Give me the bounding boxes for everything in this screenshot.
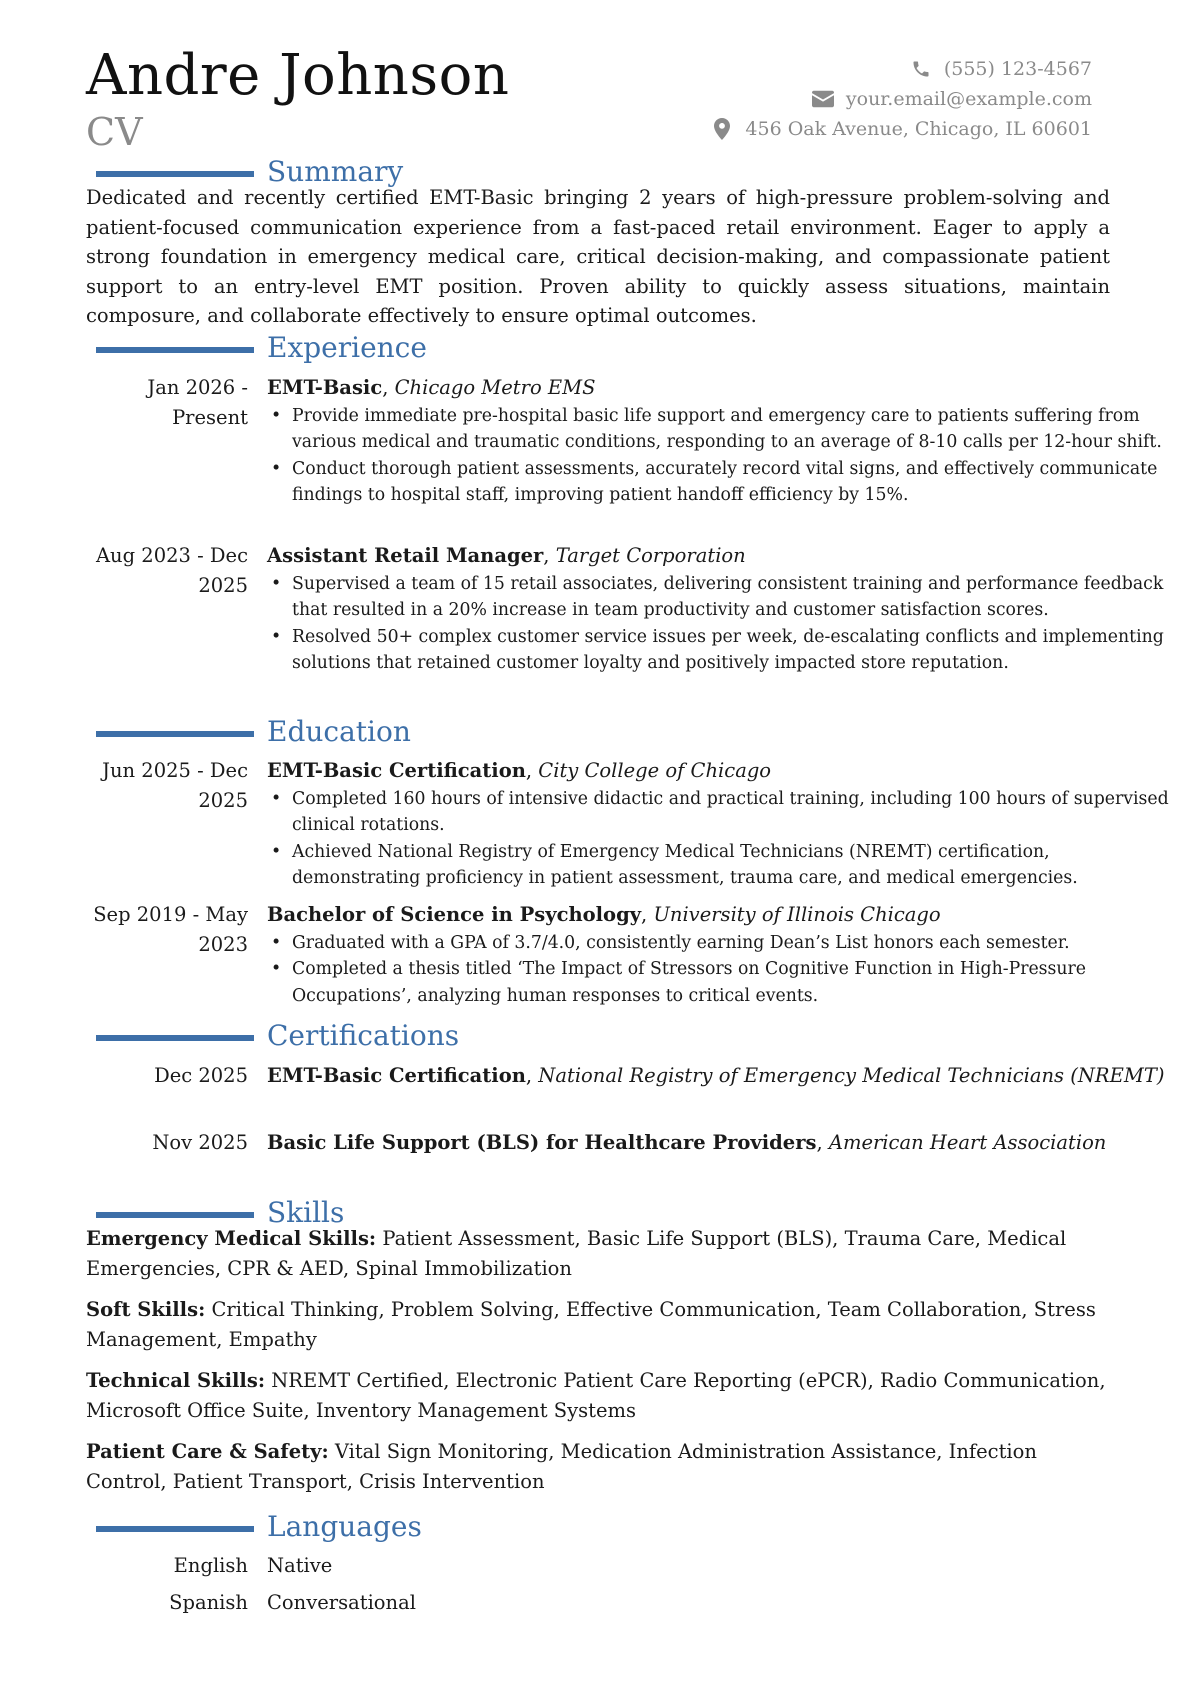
skill-label: Patient Care & Safety: [86, 1440, 329, 1463]
contact-phone-row [711, 54, 1092, 84]
entry-role: Bachelor of Science in Psychology [267, 903, 642, 926]
skill-value: NREMT Certified, Electronic Patient Care Reporting (ePCR), Radio Communication, Microsoft Office Suite, Inventory Management Systems [86, 1369, 1106, 1422]
entry-date: Aug 2023 - Dec 2025 [95, 544, 248, 597]
section-education-header [96, 714, 996, 750]
entry-date: Sep 2019 - May 2023 [93, 903, 248, 956]
entry-body [267, 541, 1183, 677]
entry-heading: Bachelor of Science in Psychology, University of Illinois Chicago [267, 903, 941, 926]
entry-bullets [267, 786, 1183, 892]
language-name: Spanish [169, 1591, 248, 1614]
candidate-name: Andre Johnson [86, 43, 510, 108]
entry-date: Jan 2026 - Present [147, 376, 248, 429]
entry-organization: City College of Chicago [538, 759, 772, 782]
contact-address-row [711, 114, 1092, 144]
bullet-item: • Graduated with a GPA of 3.7/4.0, consistently earning Dean’s List honors each semester. [267, 930, 1183, 957]
section-title: Experience [267, 331, 427, 364]
entry-body [267, 1128, 1183, 1158]
entry-date: Nov 2025 [152, 1131, 248, 1154]
entry-body [267, 1061, 1183, 1091]
envelope-icon [812, 88, 834, 110]
entry-heading: EMT-Basic Certification, National Registry of Emergency Medical Technicians (NREMT) [267, 1064, 1165, 1087]
skill-row [86, 1224, 1110, 1283]
section-rule [96, 347, 254, 353]
section-rule [96, 1526, 254, 1532]
section-title: Education [267, 715, 411, 748]
language-level: Conversational [267, 1591, 416, 1614]
skill-value: Critical Thinking, Problem Solving, Effective Communication, Team Collaboration, Stress Management, Empathy [86, 1298, 1096, 1351]
section-title: Skills [267, 1196, 345, 1229]
entry-body [267, 756, 1183, 892]
entry-heading: EMT-Basic, Chicago Metro EMS [267, 376, 596, 399]
entry-role: Assistant Retail Manager [267, 544, 544, 567]
section-experience-header [96, 330, 996, 366]
entry-bullets [267, 930, 1183, 1010]
entry-organization: National Registry of Emergency Medical Technicians (NREMT) [538, 1064, 1165, 1087]
skill-row [86, 1366, 1110, 1425]
entry-bullets [267, 571, 1183, 677]
skill-label: Technical Skills: [86, 1369, 266, 1392]
entry-body [267, 900, 1183, 1009]
contact-phone[interactable]: (555) 123-4567 [943, 58, 1092, 80]
contact-block [711, 54, 1092, 144]
entry-role: EMT-Basic Certification [267, 759, 526, 782]
skill-label: Soft Skills: [86, 1298, 206, 1321]
bullet-item: • Provide immediate pre-hospital basic life support and emergency care to patients suffering from various medical and traumatic conditions, responding to an average of 8-10 calls per 12-hour shift. [267, 403, 1183, 456]
entry-heading: Assistant Retail Manager, Target Corporation [267, 544, 746, 567]
section-rule [96, 171, 254, 177]
section-title: Languages [267, 1510, 422, 1543]
section-rule [96, 1035, 254, 1041]
skill-value: Vital Sign Monitoring, Medication Administration Assistance, Infection Control, Patient Transport, Crisis Intervention [86, 1440, 1037, 1493]
summary-text: Dedicated and recently certified EMT-Basic bringing 2 years of high-pressure problem-solving and patient-focused communication experience from a fast-paced retail environment. Eager to apply a strong foundation in emergency medical care, critical decision-making, and compassionate patient support to an entry-level EMT position. Proven ability to quickly assess situations, maintain composure, and collaborate effectively to ensure optimal outcomes. [86, 186, 1110, 328]
section-certifications-header [96, 1018, 996, 1054]
bullet-item: • Supervised a team of 15 retail associates, delivering consistent training and performance feedback that resulted in a 20% increase in team productivity and customer satisfaction scores. [267, 571, 1183, 624]
bullet-item: • Completed 160 hours of intensive didactic and practical training, including 100 hours of supervised clinical rotations. [267, 786, 1183, 839]
skill-row [86, 1295, 1110, 1354]
document-subtitle: CV [86, 110, 143, 154]
language-level: Native [267, 1554, 333, 1577]
contact-email[interactable]: your.email@example.com [845, 88, 1092, 110]
entry-date: Jun 2025 - Dec 2025 [102, 759, 248, 812]
entry-organization: American Heart Association [828, 1131, 1107, 1154]
language-name: English [173, 1554, 248, 1577]
section-rule [96, 731, 254, 737]
entry-heading: Basic Life Support (BLS) for Healthcare Providers, American Heart Association [267, 1131, 1107, 1154]
entry-heading: EMT-Basic Certification, City College of Chicago [267, 759, 772, 782]
section-languages-header [96, 1509, 996, 1545]
bullet-item: • Achieved National Registry of Emergency Medical Technicians (NREMT) certification, demonstrating proficiency in patient assessment, trauma care, and medical emergencies. [267, 839, 1183, 892]
section-title: Certifications [267, 1019, 460, 1052]
section-title: Summary [267, 155, 404, 188]
bullet-item: • Resolved 50+ complex customer service issues per week, de-escalating conflicts and implementing solutions that retained customer loyalty and positively impacted store reputation. [267, 624, 1183, 677]
entry-date: Dec 2025 [154, 1064, 248, 1087]
entry-role: Basic Life Support (BLS) for Healthcare Providers [267, 1131, 817, 1154]
entry-organization: University of Illinois Chicago [653, 903, 941, 926]
contact-address: 456 Oak Avenue, Chicago, IL 60601 [745, 118, 1092, 140]
bullet-item: • Conduct thorough patient assessments, accurately record vital signs, and effectively communicate findings to hospital staff, improving patient handoff efficiency by 15%. [267, 456, 1183, 509]
skill-label: Emergency Medical Skills: [86, 1227, 377, 1250]
phone-icon [910, 58, 932, 80]
entry-organization: Chicago Metro EMS [394, 376, 596, 399]
contact-email-row [711, 84, 1092, 114]
section-rule [96, 1212, 254, 1218]
entry-role: EMT-Basic [267, 376, 383, 399]
skill-value: Patient Assessment, Basic Life Support (BLS), Trauma Care, Medical Emergencies, CPR & AED, Spinal Immobilization [86, 1227, 1067, 1280]
entry-organization: Target Corporation [555, 544, 746, 567]
entry-role: EMT-Basic Certification [267, 1064, 526, 1087]
entry-body [267, 373, 1183, 509]
map-marker-icon [711, 118, 733, 140]
entry-bullets [267, 403, 1183, 509]
skill-row [86, 1437, 1110, 1496]
bullet-item: • Completed a thesis titled ‘The Impact of Stressors on Cognitive Function in High-Pressure Occupations’, analyzing human responses to critical events. [267, 956, 1183, 1009]
